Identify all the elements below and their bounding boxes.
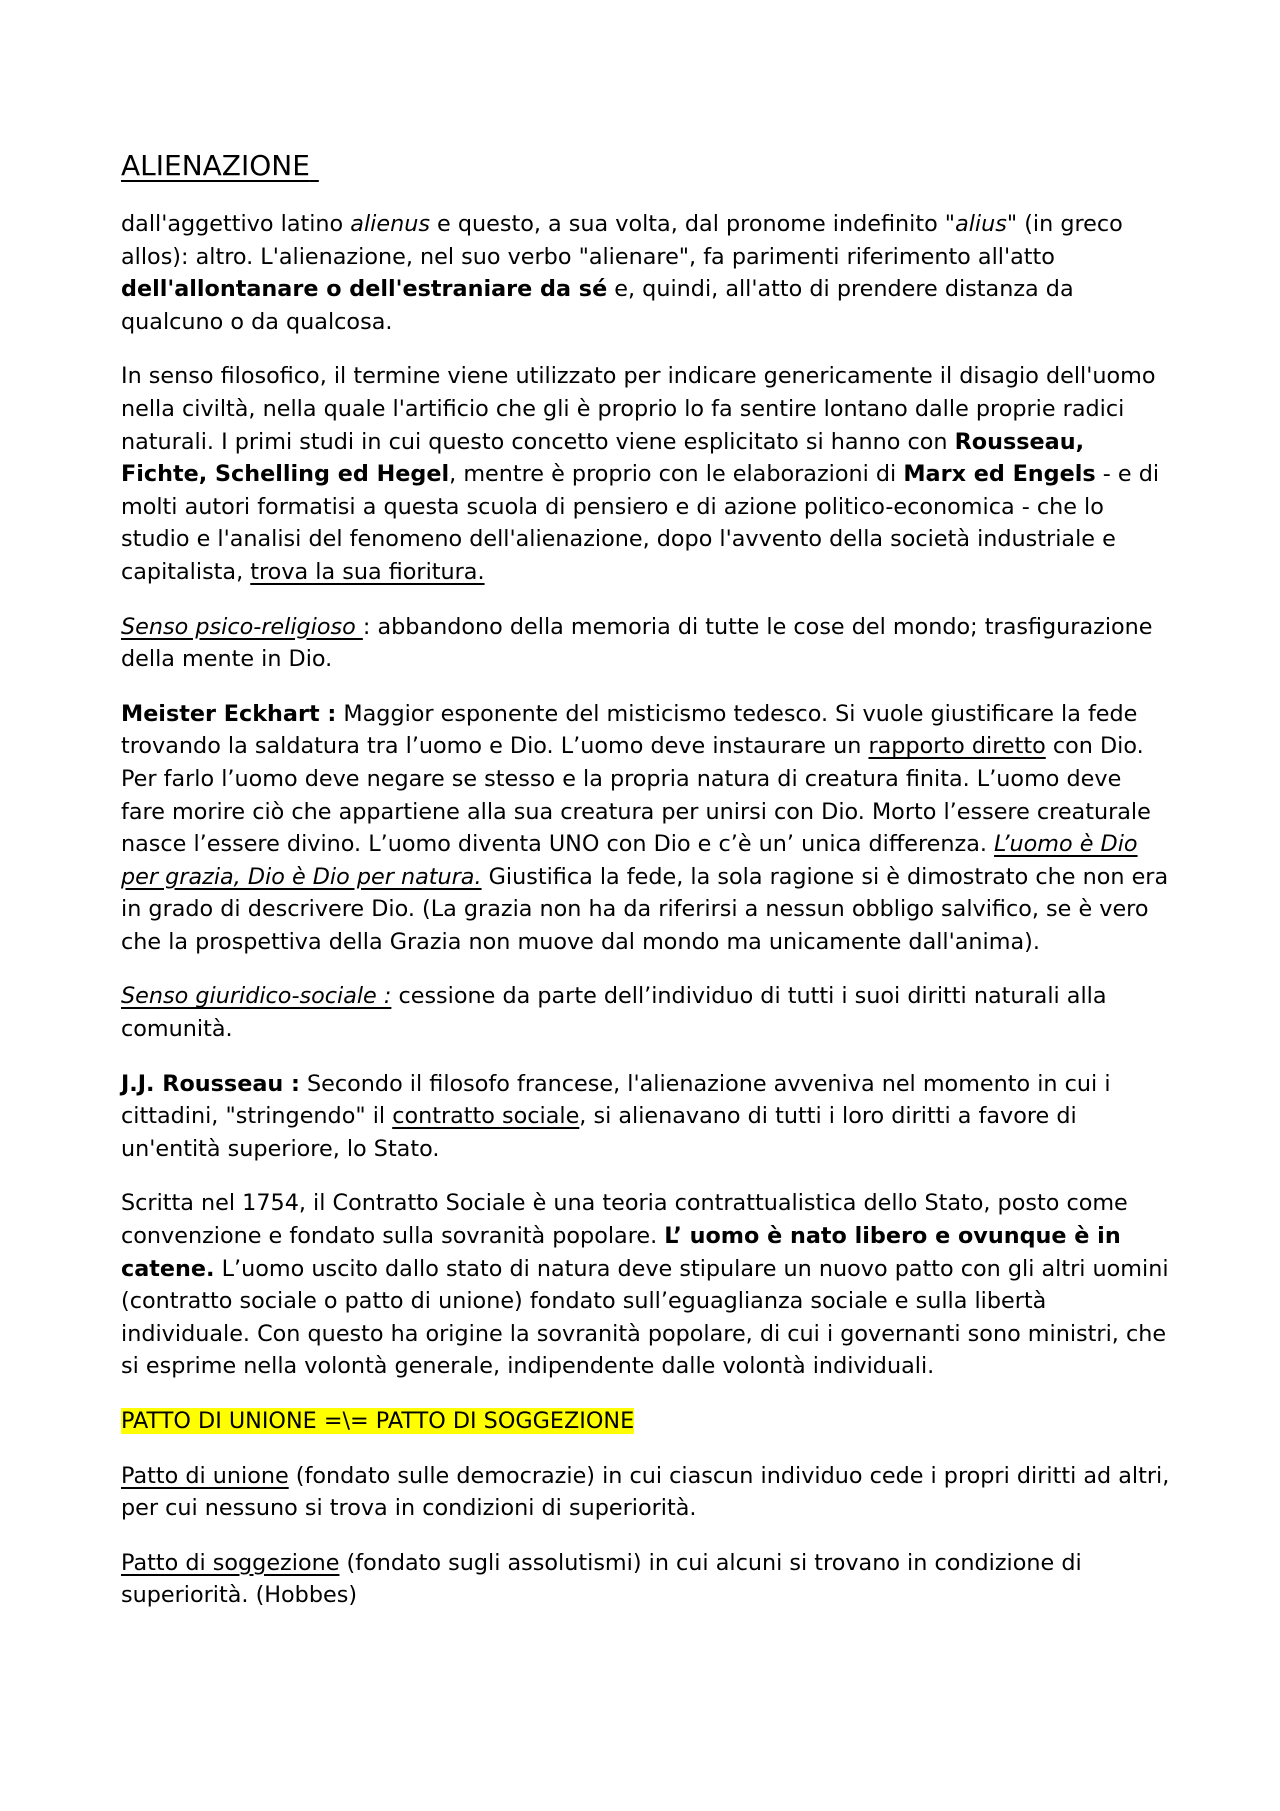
document-page xyxy=(121,146,1171,1634)
paragraph-patto-unione: Patto di unione (fondato sulle democrazie) in cui ciascun individuo cede i propri diritti ad altri, per cui nessuno si trova in condizioni di superiorità. xyxy=(121,1462,1170,1522)
paragraph-rousseau: J.J. Rousseau : Secondo il filosofo francese, l'alienazione avveniva nel momento in cui i cittadini, "stringendo" il contratto sociale, si alienavano di tutti i loro diritti a favore di un'entità superiore, lo Stato. xyxy=(121,1070,1111,1162)
paragraph-philosophical-sense: In senso filosofico, il termine viene utilizzato per indicare genericamente il disagio dell'uomo nella civiltà, nella quale l'artificio che gli è proprio lo fa sentire lontano dalle proprie radici naturali. I primi studi in cui questo concetto viene esplicitato si hanno con Rousseau, Fichte, Schelling ed Hegel, mentre è proprio con le elaborazioni di Marx ed Engels - e di molti autori formatisi a questa scuola di pensiero e di azione politico-economica - che lo studio e l'analisi del fenomeno dell'alienazione, dopo l'avvento della società industriale e capitalista, trova la sua fioritura. xyxy=(121,363,1160,585)
highlighted-text: PATTO DI UNIONE =\= PATTO DI SOGGEZIONE xyxy=(121,1408,635,1434)
section-label: Senso giuridico-sociale : xyxy=(121,983,392,1010)
paragraph-highlight xyxy=(121,1405,1171,1438)
paragraph-etymology: dall'aggettivo latino alienus e questo, a sua volta, dal pronome indefinito "alius" (in greco allos): altro. L'alienazione, nel suo verbo "alienare", fa parimenti riferimento all'atto dell'allontanare o dell'estraniare da sé e, quindi, all'atto di prendere distanza da qualcuno o da qualcosa. xyxy=(121,211,1123,335)
paragraph-juridical-social: Senso giuridico-sociale : cessione da parte dell’individuo di tutti i suoi diritti naturali alla comunità. xyxy=(121,983,1107,1043)
paragraph-meister-eckhart: Meister Eckhart : Maggior esponente del misticismo tedesco. Si vuole giustificare la fede trovando la saldatura tra l’uomo e Dio. L’uomo deve instaurare un rapporto diretto con Dio. Per farlo l’uomo deve negare se stesso e la propria natura di creatura finita. L’uomo deve fare morire ciò che appartiene alla sua creatura per unirsi con Dio. Morto l’essere creaturale nasce l’essere divino. L’uomo diventa UNO con Dio e c’è un’ unica differenza. L’uomo è Dio per grazia, Dio è Dio per natura. Giustifica la fede, la sola ragione si è dimostrato che non era in grado di descrivere Dio. (La grazia non ha da riferirsi a nessun obbligo salvifico, se è vero che la prospettiva della Grazia non muove dal mondo ma unicamente dall'anima). xyxy=(121,700,1169,955)
document-title: ALIENAZIONE xyxy=(121,149,310,182)
paragraph-social-contract: Scritta nel 1754, il Contratto Sociale è una teoria contrattualistica dello Stato, posto come convenzione e fondato sulla sovranità popolare. L’ uomo è nato libero e ovunque è in catene. L’uomo uscito dallo stato di natura deve stipulare un nuovo patto con gli altri uomini (contratto sociale o patto di unione) fondato sull’eguaglianza sociale e sulla libertà individuale. Con questo ha origine la sovranità popolare, di cui i governanti sono ministri, che si esprime nella volontà generale, indipendente dalle volontà individuali. xyxy=(121,1190,1169,1380)
section-label: Senso psico-religioso xyxy=(121,613,363,640)
paragraph-psycho-religious: Senso psico-religioso : abbandono della memoria di tutte le cose del mondo; trasfigurazione della mente in Dio. xyxy=(121,613,1153,673)
paragraph-patto-soggezione: Patto di soggezione (fondato sugli assolutismi) in cui alcuni si trovano in condizione di superiorità. (Hobbes) xyxy=(121,1549,1082,1609)
